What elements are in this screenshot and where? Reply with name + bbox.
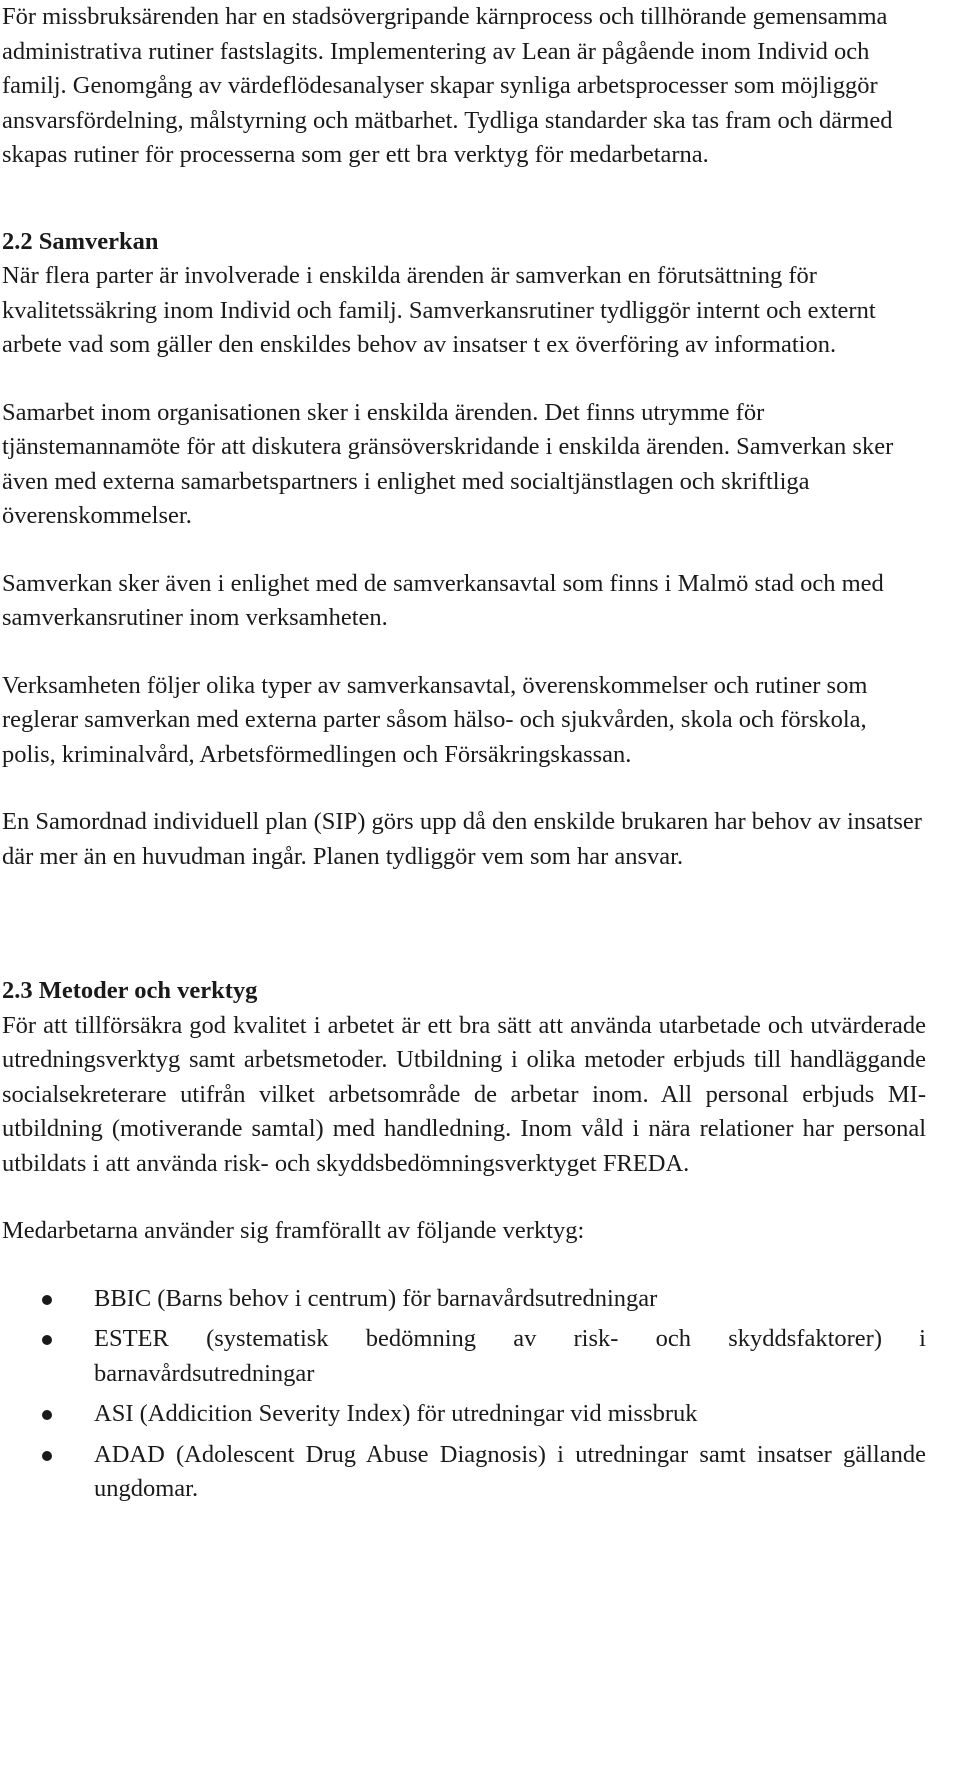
samverkan-paragraph-4: Verksamheten följer olika typer av samverkansavtal, överenskommelser och rutiner som reglerar samverkan med externa parter såsom hälso- och sjukvården, skola och förskola, polis, kriminalvård, Arbetsförmedlingen och Försäkringskassan.: [2, 671, 868, 768]
tool-text: ESTER (systematisk bedömning av risk- och skyddsfaktorer) i barnavårdsutredningar: [94, 1325, 926, 1387]
section-metoder: [2, 974, 926, 1507]
bullet-icon: [42, 1335, 52, 1345]
list-item: [2, 1438, 926, 1507]
spacer: [2, 636, 926, 669]
spacer: [2, 1249, 926, 1282]
list-item: [2, 1322, 926, 1391]
section-heading-metoder: 2.3 Metoder och verktyg: [2, 977, 258, 1004]
bullet-icon: [42, 1295, 52, 1305]
bullet-icon: [42, 1410, 52, 1420]
samverkan-paragraph-3: Samverkan sker även i enlighet med de samverkansavtal som finns i Malmö stad och med samverkansrutiner inom verksamheten.: [2, 569, 884, 631]
document-page: [2, 0, 926, 1513]
section-samverkan: [2, 225, 926, 875]
samverkan-paragraph-1: När flera parter är involverade i enskilda ärenden är samverkan en förutsättning för kvalitetssäkring inom Individ och familj. Samverkansrutiner tydliggör internt och externt arbete vad som gäller den enskildes behov av insatser t ex överföring av information.: [2, 262, 876, 358]
tools-list: [2, 1282, 926, 1507]
section-heading-samverkan: 2.2 Samverkan: [2, 227, 159, 255]
spacer: [2, 173, 926, 225]
samverkan-paragraph-2: Samarbet inom organisationen sker i enskilda ärenden. Det finns utrymme för tjänstemannamöte för att diskutera gränsöverskridande i enskilda ärenden. Samverkan sker även med externa samarbetspartners i enlighet med socialtjänstlagen och skriftliga överenskommelser.: [2, 398, 894, 529]
spacer: [2, 874, 926, 974]
metoder-paragraph: För att tillförsäkra god kvalitet i arbetet är ett bra sätt att använda utarbetade och utvärderade utredningsverktyg samt arbetsmetoder. Utbildning i olika metoder erbjuds till handläggande socialsekreterare utifrån vilket arbetsområde de arbetar inom. All personal erbjuds MI-utbildning (motiverande samtal) med handledning. Inom våld i nära relationer har personal utbildats i att använda risk- och skyddsbedömningsverktyget FREDA.: [2, 1011, 926, 1177]
list-item: [2, 1282, 926, 1317]
tool-text: ADAD (Adolescent Drug Abuse Diagnosis) i utredningar samt insatser gällande ungdomar.: [94, 1440, 926, 1502]
tool-text: ASI (Addicition Severity Index) för utredningar vid missbruk: [94, 1400, 698, 1427]
spacer: [2, 1181, 926, 1214]
list-item: [2, 1397, 926, 1432]
bullet-icon: [42, 1451, 52, 1461]
spacer: [2, 534, 926, 567]
samverkan-paragraph-5: En Samordnad individuell plan (SIP) görs upp då den enskilde brukaren har behov av insatser där mer än en huvudman ingår. Planen tydliggör vem som har ansvar.: [2, 808, 922, 870]
tools-intro: Medarbetarna använder sig framförallt av följande verktyg:: [2, 1217, 585, 1244]
intro-paragraph: För missbruksärenden har en stadsövergripande kärnprocess och tillhörande gemensamma administrativa rutiner fastslagits. Implementering av Lean är pågående inom Individ och familj. Genomgång av värdeflödesanalyser skapar synliga arbetsprocesser som möjliggör ansvarsfördelning, målstyrning och mätbarhet. Tydliga standarder ska tas fram och därmed skapas rutiner för processerna som ger ett bra verktyg för medarbetarna.: [2, 3, 893, 168]
spacer: [2, 772, 926, 805]
tool-text: BBIC (Barns behov i centrum) för barnavårdsutredningar: [94, 1284, 658, 1312]
spacer: [2, 363, 926, 396]
